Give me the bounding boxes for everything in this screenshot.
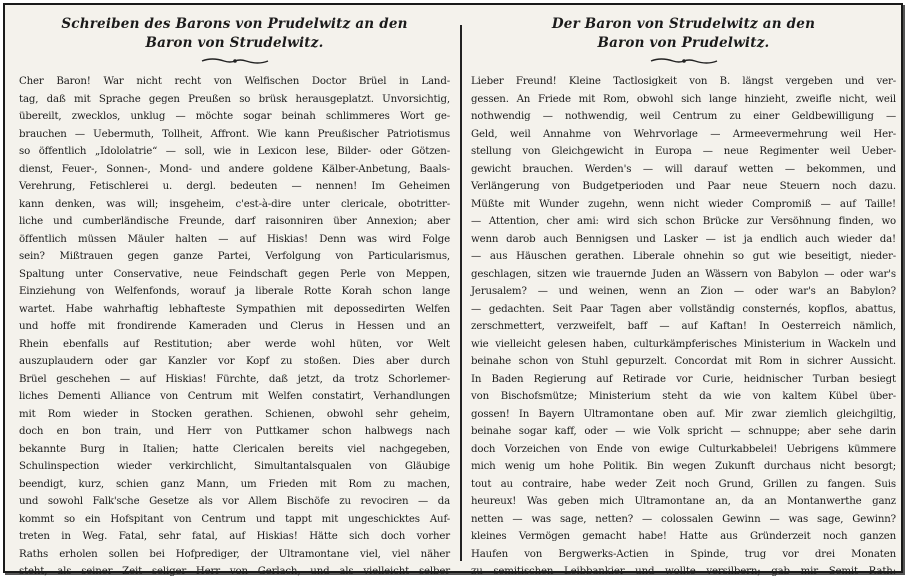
text-line: auszuplaudern oder gar Kanzler vor Kopf zu stoßen. Dies aber durch bbox=[19, 356, 450, 367]
left-column-title bbox=[19, 15, 450, 53]
text-line: tout au contraire, habe weder Zeit noch Grund, Grillen zu fangen. Suis bbox=[471, 478, 896, 490]
text-line: — aus Häuschen gerathen. Liberale ohnehin so gut wie beseitigt, nieder- bbox=[471, 251, 896, 262]
text-line: wartet. Habe wahrhaftig lebhafteste Sympathien mit depossedirten Welfen bbox=[19, 303, 450, 315]
text-line: gewicht brauchen. Werden's — will darauf wetten — bekommen, und bbox=[471, 163, 896, 175]
text-line: öffentlich müssen Mäuler halten — auf Hiskias! Denn was wird Folge bbox=[19, 233, 450, 245]
text-line: bekannte Burg in Italien; hatte Clericalen bereits viel nachgegeben, bbox=[19, 443, 450, 455]
right-title-line-2: Baron von Prudelwitz. bbox=[597, 35, 770, 51]
text-line: Jerusalem? — und weinen, wenn an Zion — oder war's an Babylon? bbox=[471, 286, 896, 297]
left-title-ornament bbox=[19, 57, 450, 65]
text-line: Schulinspection wieder verkirchlicht, Simultantalsqualen von Gläubige bbox=[19, 461, 450, 472]
text-line: gessen. An Friede mit Rom, obwohl sich lange hinzieht, zweifle nicht, weil bbox=[471, 93, 896, 105]
newspaper-page bbox=[3, 3, 903, 577]
text-line: übereilt, zwecklos, unklug — möchte sogar beinah schlimmeres Wort ge- bbox=[19, 111, 450, 122]
right-title-line-1: Der Baron von Strudelwitz an den bbox=[551, 16, 816, 32]
text-line: nothwendig — nothwendig, weil Centrum zu einer Geldbewilligung — bbox=[471, 111, 896, 122]
column-divider bbox=[460, 25, 462, 561]
text-line: mit Rom wieder in Stocken gerathen. Schienen, obwohl sehr geheim, bbox=[19, 408, 450, 420]
text-line: und sowohl Falk'sche Gesetze als vor Allem Bischöfe zu revociren — da bbox=[19, 496, 450, 507]
text-line: In Baden Regierung auf Retirade vor Curie, heidnischer Turban besiegt bbox=[471, 373, 896, 385]
text-line: Verlängerung von Budgetperioden und Paar neue Steuern noch dazu. bbox=[471, 181, 896, 192]
text-line: kommt so ein Hofspitant von Centrum und tappt mit ungeschicktes Auf- bbox=[19, 513, 450, 525]
text-line: Einziehung von Welfenfonds, worauf ja liberale Rotte Korah schon lange bbox=[19, 286, 450, 297]
text-line: gossen! In Bayern Ultramontane oben auf. Mir zwar ziemlich gleichgiltig, bbox=[471, 408, 896, 420]
text-line: brauchen — Uebermuth, Tollheit, Affront. Wie kann Preußischer Patriotismus bbox=[19, 128, 450, 140]
left-title-line-1: Schreiben des Barons von Prudelwitz an den bbox=[61, 16, 408, 32]
left-column bbox=[19, 15, 450, 577]
text-line: zu semitischen Leibbankier und wollte versilbern; gab mir Semit Rath: bbox=[471, 566, 896, 577]
text-line: Haufen von Bergwerks-Actien in Spinde, trug vor drei Monaten bbox=[471, 548, 896, 560]
text-line: — gedachten. Seit Paar Tagen aber vollständig consternés, kopflos, abattus, bbox=[471, 303, 896, 315]
text-line: doch en bon train, und Herr von Puttkamer schon halbwegs nach bbox=[19, 426, 450, 437]
right-column-body bbox=[471, 73, 896, 581]
text-line: kleines Vermögen gemacht habe! Hatte aus Gründerzeit noch ganzen bbox=[471, 531, 896, 542]
text-line: und hoffe mit frondirende Kameraden und Clerus in Hessen und an bbox=[19, 321, 450, 332]
text-line: sein? Mißtrauen gegen ganze Partei, Verfolgung von Particularismus, bbox=[19, 251, 450, 262]
left-column-body bbox=[19, 73, 450, 581]
text-line: doch Vorzeichen von Ende von ewige Culturkabbelei! Uebrigens kümmere bbox=[471, 443, 896, 455]
text-line: netten — was sage, netten? — colossalen Gewinn — was sage, Gewinn? bbox=[471, 513, 896, 525]
text-line: tag, daß mit Sprache gegen Preußen so brüsk herausgeplatzt. Unvorsichtig, bbox=[19, 93, 450, 105]
right-column-title bbox=[471, 15, 896, 53]
text-line: dienst, Feuer-, Sonnen-, Mond- und andere goldene Kälber-Anbetung, Baals- bbox=[19, 163, 450, 175]
text-line: beendigt, kurz, schien ganz Mann, um Frieden mit Rom zu machen, bbox=[19, 478, 450, 490]
text-line: Brüel geschehen — auf Hiskias! Fürchte, daß jetzt, da trotz Schorlemer- bbox=[19, 373, 450, 385]
text-line: steht, als seiner Zeit seliger Herr von Gerlach, und als vielleicht selber bbox=[19, 566, 450, 577]
text-line: Raths erholen sollen bei Hofprediger, der Ultramontane viel, viel näher bbox=[19, 548, 450, 560]
text-line: Verehrung, Fetischlerei u. dergl. bedeuten — nennen! Im Geheimen bbox=[19, 181, 450, 192]
text-line: — Attention, cher ami: wird sich schon Brücke zur Versöhnung finden, wo bbox=[471, 216, 896, 227]
text-line: wie vielleicht gelesen haben, culturkämpferisches Ministerium in Wackeln und bbox=[471, 338, 896, 350]
text-line: beinahe schon von Stuhl gepurzelt. Concordat mit Rom in sichrer Aussicht. bbox=[471, 356, 896, 367]
text-line: Rhein ebenfalls auf Restitution; aber werde wohl hüten, vor Welt bbox=[19, 338, 450, 350]
text-line: stellung von Gleichgewicht in Europa — neue Regimenter weil Ueber- bbox=[471, 146, 896, 157]
text-line: von Bischofsmütze; Ministerium steht da wie von kaltem Kübel über- bbox=[471, 391, 896, 402]
text-line: liches Dementi Alliance von Centrum mit Welfen constatirt, Verhandlungen bbox=[19, 391, 450, 402]
text-line: liche und cumberländische Freunde, darf raisonniren über Annexion; aber bbox=[19, 216, 450, 227]
text-line: Spaltung unter Conservative, neue Feindschaft gegen Perle von Meppen, bbox=[19, 268, 450, 280]
text-line: mich wenig um hohe Politik. Bin wegen Zukunft durchaus nicht besorgt; bbox=[471, 461, 896, 472]
text-line: beinahe sogar kaff, oder — wie Volk spricht — schnuppe; aber sehe darin bbox=[471, 426, 896, 437]
right-column bbox=[471, 15, 896, 577]
text-line: Geld, weil Annahme von Wehrvorlage — Armeevermehrung weil Her- bbox=[471, 128, 896, 140]
left-title-line-2: Baron von Strudelwitz. bbox=[145, 35, 324, 51]
text-line: Müßte mit Wunder zugehn, wenn nicht wieder Compromiß — auf Taille! bbox=[471, 198, 896, 210]
text-line: zerschmettert, verzweifelt, baff — auf Kaftan! In Oesterreich nämlich, bbox=[471, 321, 896, 332]
text-line: kann denken, was will; insgeheim, c'est-à-dire unter clericale, obotritter- bbox=[19, 198, 450, 210]
text-line: treten in Weg. Fatal, sehr fatal, auf Hiskias! Hätte sich doch vorher bbox=[19, 531, 450, 542]
text-line: wenn darob auch Bennigsen und Lasker — ist ja endlich auch wieder da! bbox=[471, 233, 896, 245]
text-line: Lieber Freund! Kleine Tactlosigkeit von B. längst vergeben und ver- bbox=[471, 76, 896, 87]
text-line: Cher Baron! War nicht recht von Welfischen Doctor Brüel in Land- bbox=[19, 76, 450, 87]
text-line: so öffentlich „Idololatrie“ — soll, wie in Lexicon lese, Bilder- oder Götzen- bbox=[19, 146, 450, 157]
text-line: geschlagen, sitzen wie trauernde Juden an Wässern von Babylon — oder war's bbox=[471, 268, 896, 280]
text-line: heureux! Was geben mich Ultramontane an, da an Montanwerthe ganz bbox=[471, 496, 896, 507]
right-title-ornament bbox=[471, 57, 896, 65]
